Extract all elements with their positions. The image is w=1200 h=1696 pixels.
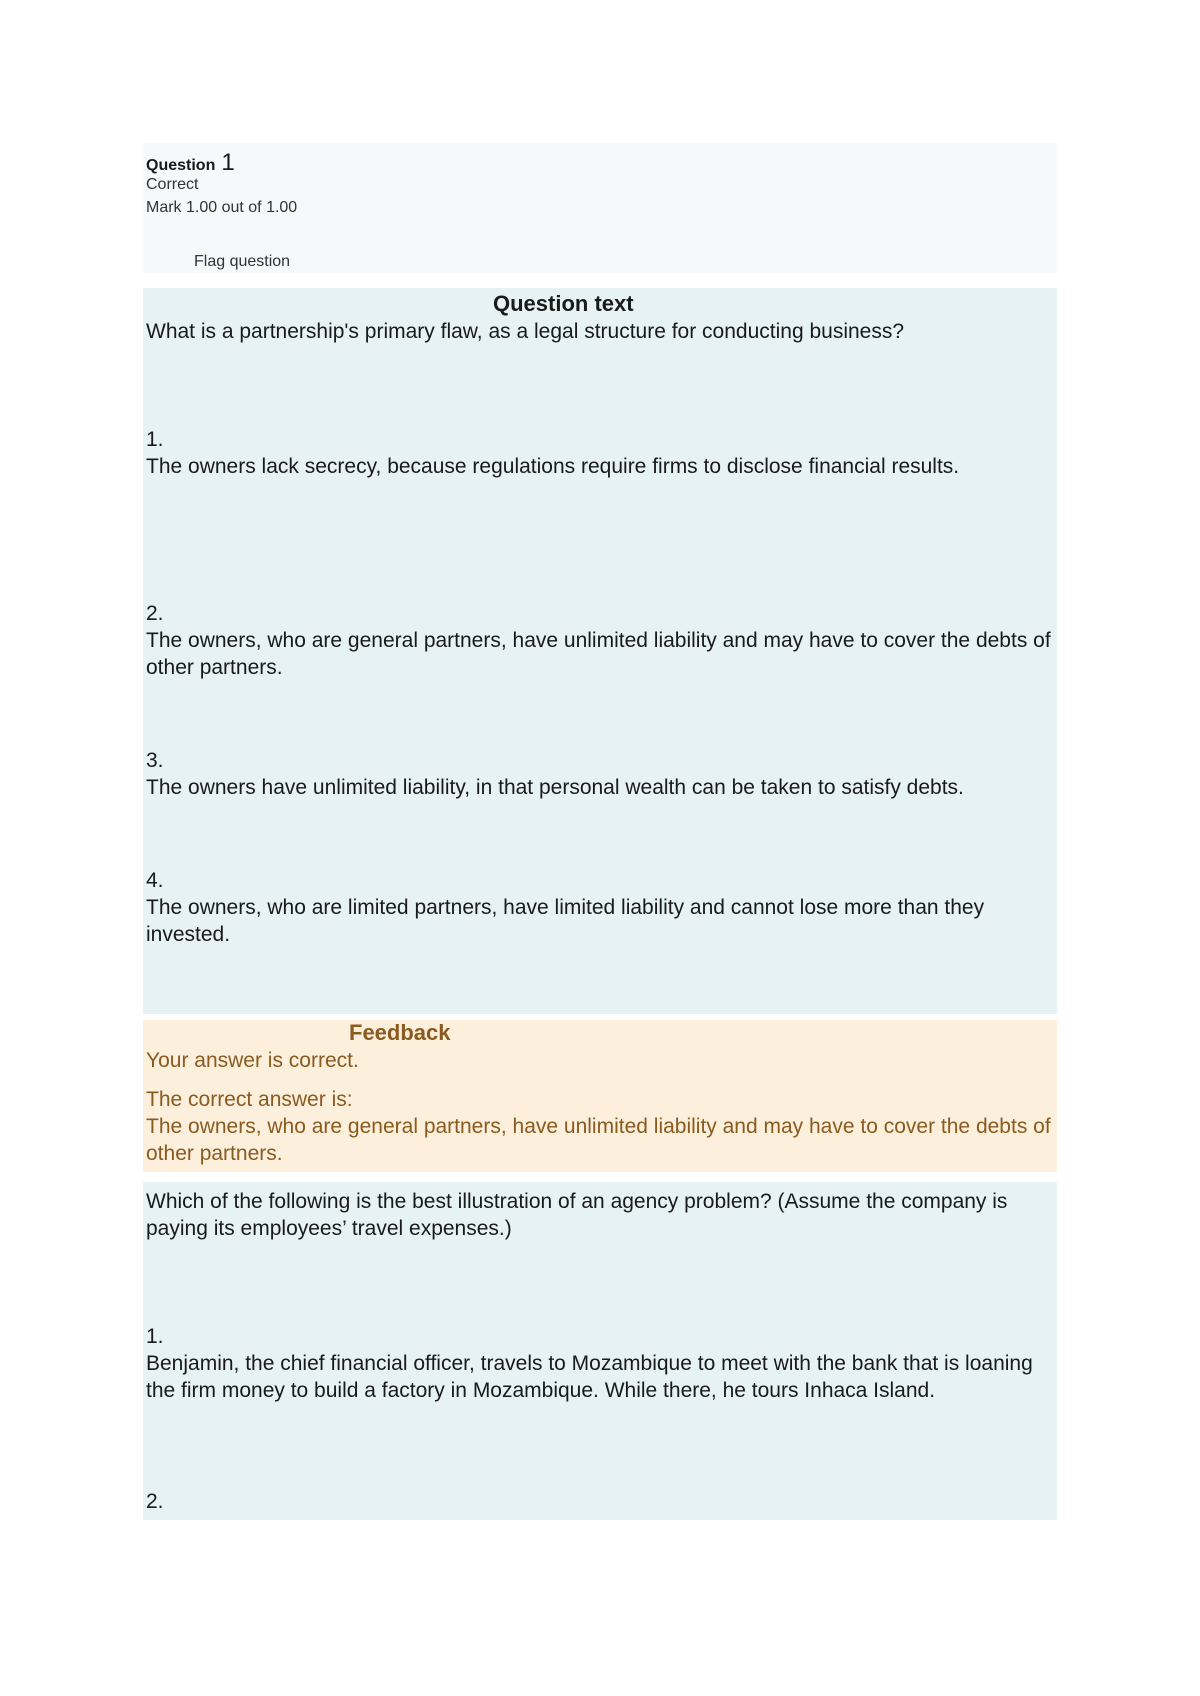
answer-option[interactable]: The owners, who are general partners, have unlimited liability and may have to cover the debts of other partners. [146, 629, 1051, 679]
answer-number: 1. [146, 428, 164, 451]
answer-number: 1. [146, 1325, 164, 1348]
question-mark: Mark 1.00 out of 1.00 [146, 199, 298, 216]
answer-option[interactable]: The owners lack secrecy, because regulations require firms to disclose financial results. [146, 455, 960, 478]
correct-answer-text: The owners, who are general partners, have unlimited liability and may have to cover the debts of other partners. [146, 1115, 1051, 1165]
answer-number: 2. [146, 602, 164, 625]
answer-number: 4. [146, 869, 164, 892]
question-number: 1 [221, 149, 235, 176]
flag-question-link[interactable]: Flag question [194, 253, 291, 270]
feedback-panel [143, 1020, 1057, 1172]
answer-option[interactable]: The owners have unlimited liability, in that personal wealth can be taken to satisfy debts. [146, 776, 964, 799]
correct-answer-label: The correct answer is: [146, 1088, 353, 1111]
question-prompt: What is a partnership's primary flaw, as a legal structure for conducting business? [146, 320, 905, 343]
question-label-text: Question [146, 157, 216, 174]
answer-number: 2. [146, 1490, 164, 1513]
question-label [146, 149, 235, 177]
question-status: Correct [146, 176, 199, 193]
question-info-panel [143, 143, 1057, 273]
answer-option[interactable]: The owners, who are limited partners, have limited liability and cannot lose more than they invested. [146, 896, 985, 946]
answer-number: 3. [146, 749, 164, 772]
answer-option[interactable]: Benjamin, the chief financial officer, travels to Mozambique to meet with the bank that is loaning the firm money to build a factory in Mozambique. While there, he tours Inhaca Island. [146, 1352, 1033, 1402]
feedback-result: Your answer is correct. [146, 1049, 359, 1072]
question-text-panel [143, 288, 1057, 1014]
question-2-panel [143, 1182, 1057, 1520]
question-2-prompt: Which of the following is the best illustration of an agency problem? (Assume the company is paying its employees’ travel expenses.) [146, 1190, 1008, 1240]
question-text-heading: Question text [493, 291, 634, 316]
feedback-heading: Feedback [349, 1020, 451, 1045]
